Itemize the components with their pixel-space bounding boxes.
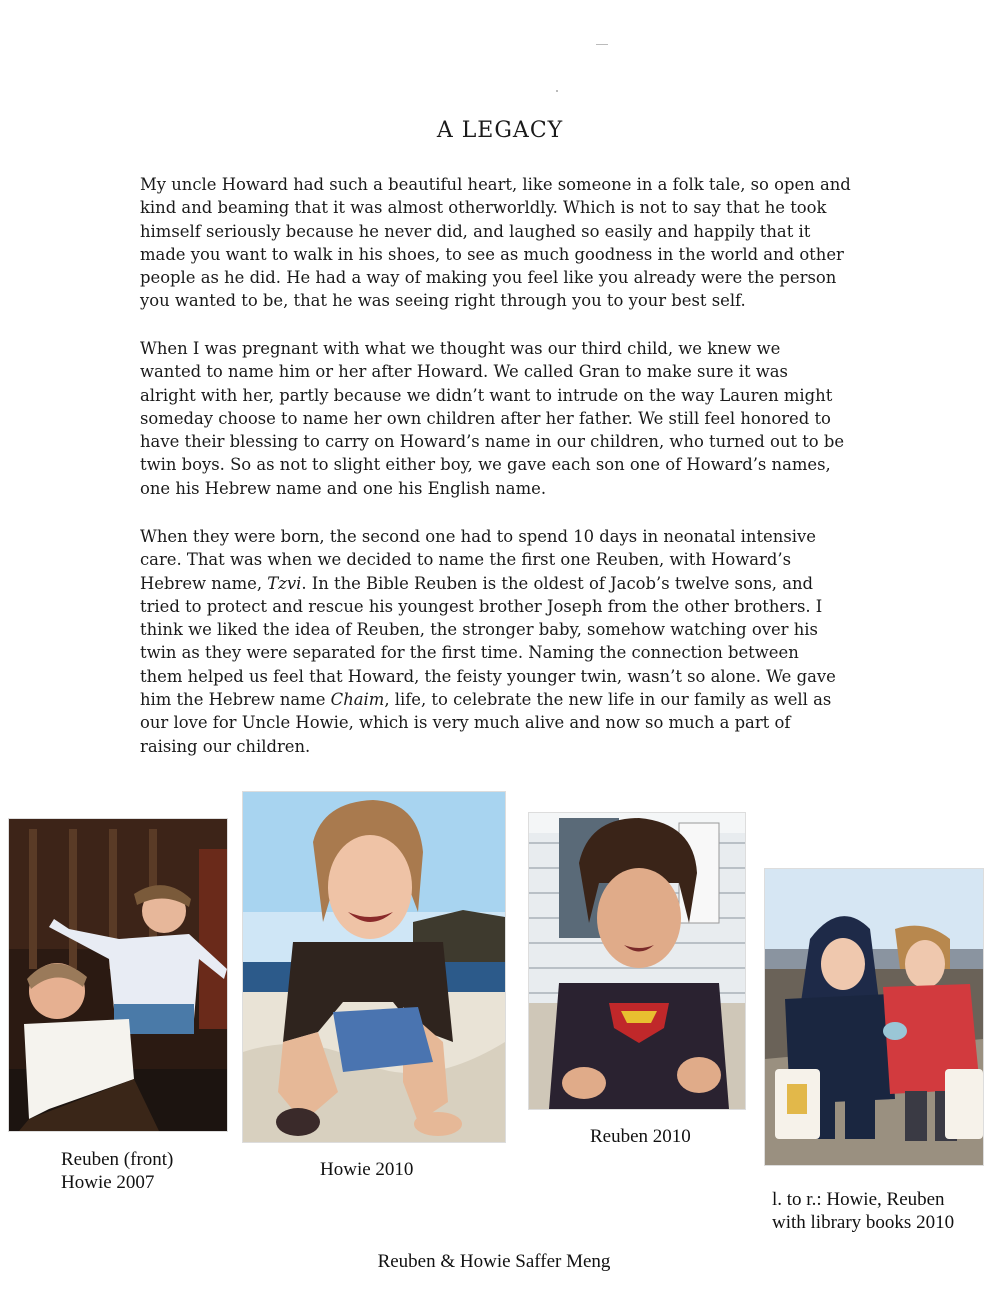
photo-howie-2010-image xyxy=(243,792,505,1142)
paragraph-2 xyxy=(140,337,880,500)
text-line: alright with her, partly because we didn’t want to intrude on the way Lauren might xyxy=(140,385,833,405)
paragraph-3 xyxy=(140,525,880,758)
text-line xyxy=(140,572,880,595)
page-title: A LEGACY xyxy=(436,118,564,143)
text-segment: , life, to celebrate the new life in our family as well as xyxy=(384,690,832,710)
text-line: one his Hebrew name and one his English name. xyxy=(140,478,547,498)
caption-line: l. to r.: Howie, Reuben xyxy=(772,1189,945,1210)
caption-library-books-2010 xyxy=(772,1188,954,1234)
text-line: twin as they were separated for the first time. Naming the connection between xyxy=(140,643,799,663)
photo-library-books-2010-image xyxy=(765,869,983,1165)
scan-speck xyxy=(596,44,608,45)
caption-line: Howie 2007 xyxy=(61,1172,155,1193)
text-line: twin boys. So as not to slight either boy, we gave each son one of Howard’s names, xyxy=(140,455,831,475)
text-line: think we liked the idea of Reuben, the stronger baby, somehow watching over his xyxy=(140,620,818,640)
text-line: When they were born, the second one had to spend 10 days in neonatal intensive xyxy=(140,527,816,546)
text-line: wanted to name him or her after Howard. We called Gran to make sure it was xyxy=(140,362,788,382)
page-footer: Reuben & Howie Saffer Meng xyxy=(377,1251,611,1272)
text-segment: Hebrew name, xyxy=(140,573,268,593)
text-line: My uncle Howard had such a beautiful heart, like someone in a folk tale, so open and xyxy=(140,175,851,194)
text-segment: him the Hebrew name xyxy=(140,690,331,710)
photo-twins-2007-image xyxy=(9,819,227,1131)
text-line: raising our children. xyxy=(140,736,311,756)
text-line: care. That was when we decided to name the first one Reuben, with Howard’s xyxy=(140,550,791,570)
text-line: himself seriously because he never did, and laughed so easily and happily that it xyxy=(140,221,811,241)
text-line xyxy=(140,688,880,711)
text-line: have their blessing to carry on Howard’s name in our children, who turned out to be xyxy=(140,432,845,452)
paragraph-1 xyxy=(140,173,880,313)
caption-line: Reuben 2010 xyxy=(590,1126,691,1147)
text-line: When I was pregnant with what we thought was our third child, we knew we xyxy=(140,339,781,358)
text-line: them helped us feel that Howard, the feisty younger twin, wasn’t so alone. We gave xyxy=(140,666,836,686)
text-line: tried to protect and rescue his youngest brother Joseph from the other brothers. I xyxy=(140,596,823,616)
caption-line: Howie 2010 xyxy=(320,1159,414,1180)
text-line: our love for Uncle Howie, which is very much alive and now so much a part of xyxy=(140,713,791,733)
photo-reuben-2010 xyxy=(528,812,746,1110)
text-line: you wanted to be, that he was seeing right through you to your best self. xyxy=(140,291,746,311)
hebrew-name-chaim: Chaim xyxy=(330,690,385,710)
photo-howie-2010 xyxy=(242,791,506,1143)
caption-reuben-2010 xyxy=(590,1125,691,1148)
text-line: someday choose to name her own children after her father. We still feel honored to xyxy=(140,408,831,428)
text-line: made you want to walk in his shoes, to see as much goodness in the world and other xyxy=(140,244,844,264)
text-line: kind and beaming that it was almost otherworldly. Which is not to say that he took xyxy=(140,198,827,218)
photo-library-books-2010 xyxy=(764,868,984,1166)
scan-speck xyxy=(556,90,558,92)
text-segment: . In the Bible Reuben is the oldest of Jacob’s twelve sons, and xyxy=(301,573,814,593)
caption-line: Reuben (front) xyxy=(61,1149,174,1170)
photo-twins-2007 xyxy=(8,818,228,1132)
hebrew-name-tzvi: Tzvi xyxy=(267,573,302,593)
text-line: people as he did. He had a way of making you feel like you already were the person xyxy=(140,268,837,288)
caption-twins-2007 xyxy=(61,1148,173,1194)
caption-line: with library books 2010 xyxy=(772,1212,955,1233)
caption-howie-2010 xyxy=(320,1158,413,1181)
photo-reuben-2010-image xyxy=(529,813,745,1109)
